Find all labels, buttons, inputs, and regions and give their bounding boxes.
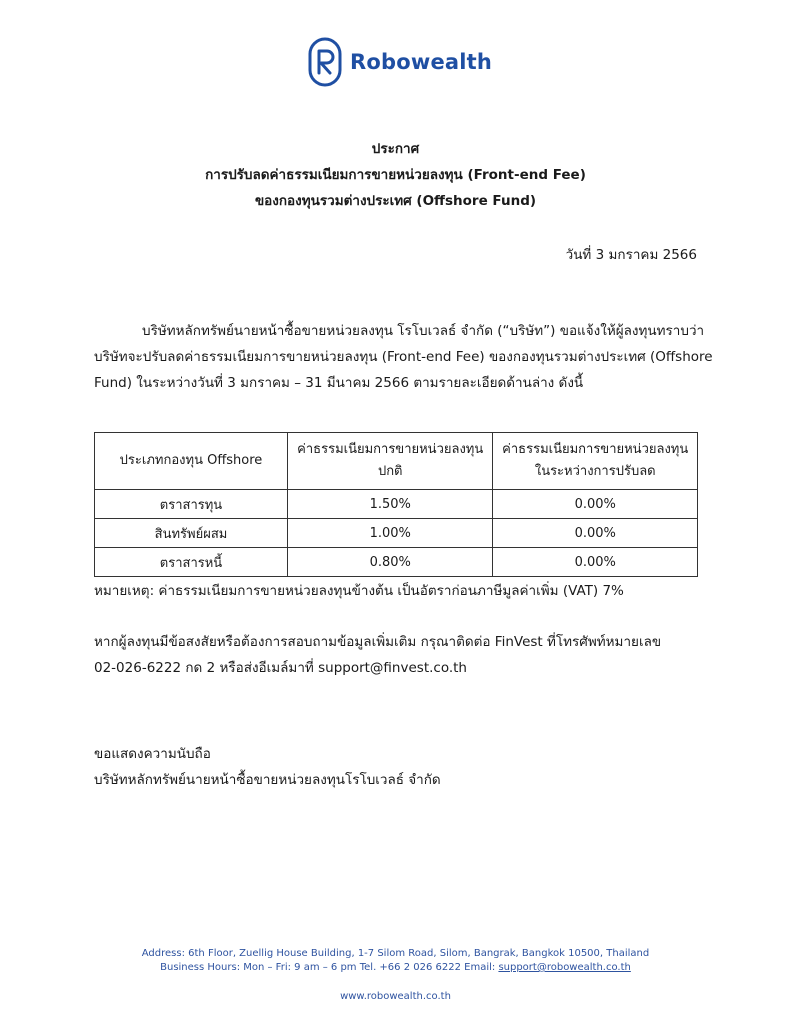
- cell-fund-type: สินทรัพย์ผสม: [95, 519, 288, 548]
- footer-website-link[interactable]: www.robowealth.co.th: [340, 991, 451, 1002]
- brand-name: Robowealth: [350, 50, 493, 74]
- table-row: [95, 490, 698, 519]
- announcement-subject-2: ของกองทุนรวมต่างประเทศ (Offshore Fund): [254, 193, 537, 209]
- announcement-subject: การปรับลดค่าธรรมเนียมการขายหน่วยลงทุน (Front-end Fee): [205, 167, 586, 183]
- body-line-1: บริษัทหลักทรัพย์นายหน้าซื้อขายหน่วยลงทุน โรโบเวลธ์ จำกัด (“บริษัท”) ขอแจ้งให้ผู้ลงทุนทราบว่า: [142, 323, 705, 339]
- header-fund-type: ประเภทกองทุน Offshore: [95, 433, 288, 490]
- table-row: [95, 548, 698, 577]
- body-paragraph: [94, 318, 714, 396]
- contact-line-2: 02-026-6222 กด 2 หรือส่งอีเมล์มาที่ support@finvest.co.th: [94, 660, 467, 676]
- contact-line-1: หากผู้ลงทุนมีข้อสงสัยหรือต้องการสอบถามข้อมูลเพิ่มเติม กรุณาติดต่อ FinVest ที่โทรศัพท์หมายเลข: [94, 634, 662, 650]
- header-reduced-fee-line1: ค่าธรรมเนียมการขายหน่วยลงทุน: [502, 442, 689, 457]
- table-row: [95, 519, 698, 548]
- footer-email-link[interactable]: support@robowealth.co.th: [498, 962, 631, 973]
- cell-reduced-fee: 0.00%: [493, 519, 698, 548]
- header-reduced-fee: [493, 433, 698, 490]
- cell-normal-fee: 1.00%: [288, 519, 493, 548]
- footer-hours-text: Business Hours: Mon – Fri: 9 am – 6 pm Tel. +66 2 026 6222 Email:: [160, 962, 499, 973]
- cell-fund-type: ตราสารทุน: [95, 490, 288, 519]
- cell-normal-fee: 1.50%: [288, 490, 493, 519]
- body-line-2: บริษัทจะปรับลดค่าธรรมเนียมการขายหน่วยลงทุน (Front-end Fee) ของกองทุนรวมต่างประเทศ (Offshore: [94, 349, 713, 365]
- robowealth-logo-icon: [308, 37, 342, 87]
- header-normal-fee: [288, 433, 493, 490]
- cell-reduced-fee: 0.00%: [493, 548, 698, 577]
- closing-regards: ขอแสดงความนับถือ: [94, 746, 211, 762]
- header-normal-fee-line1: ค่าธรรมเนียมการขายหน่วยลงทุน: [297, 442, 484, 457]
- footer-address: Address: 6th Floor, Zuellig House Building, 1-7 Silom Road, Silom, Bangrak, Bangkok 10500, Thailand: [141, 948, 650, 959]
- fee-note: หมายเหตุ: ค่าธรรมเนียมการขายหน่วยลงทุนข้างต้น เป็นอัตราก่อนภาษีมูลค่าเพิ่ม (VAT) 7%: [94, 583, 624, 599]
- table-header-row: [95, 433, 698, 490]
- cell-reduced-fee: 0.00%: [493, 490, 698, 519]
- cell-fund-type: ตราสารหนี้: [95, 548, 288, 577]
- announcement-date: วันที่ 3 มกราคม 2566: [565, 247, 697, 263]
- header-reduced-fee-line2: ในระหว่างการปรับลด: [534, 464, 656, 479]
- fee-table: [94, 432, 698, 577]
- contact-paragraph: [94, 629, 714, 681]
- body-line-3: Fund) ในระหว่างวันที่ 3 มกราคม – 31 มีนาคม 2566 ตามรายละเอียดด้านล่าง ดังนี้: [94, 375, 584, 391]
- brand-logo: [308, 36, 492, 88]
- announcement-title: ประกาศ: [371, 141, 420, 157]
- footer-hours: [0, 962, 791, 973]
- cell-normal-fee: 0.80%: [288, 548, 493, 577]
- header-normal-fee-line2: ปกติ: [377, 464, 403, 479]
- closing-company: บริษัทหลักทรัพย์นายหน้าซื้อขายหน่วยลงทุนโรโบเวลธ์ จำกัด: [94, 772, 441, 788]
